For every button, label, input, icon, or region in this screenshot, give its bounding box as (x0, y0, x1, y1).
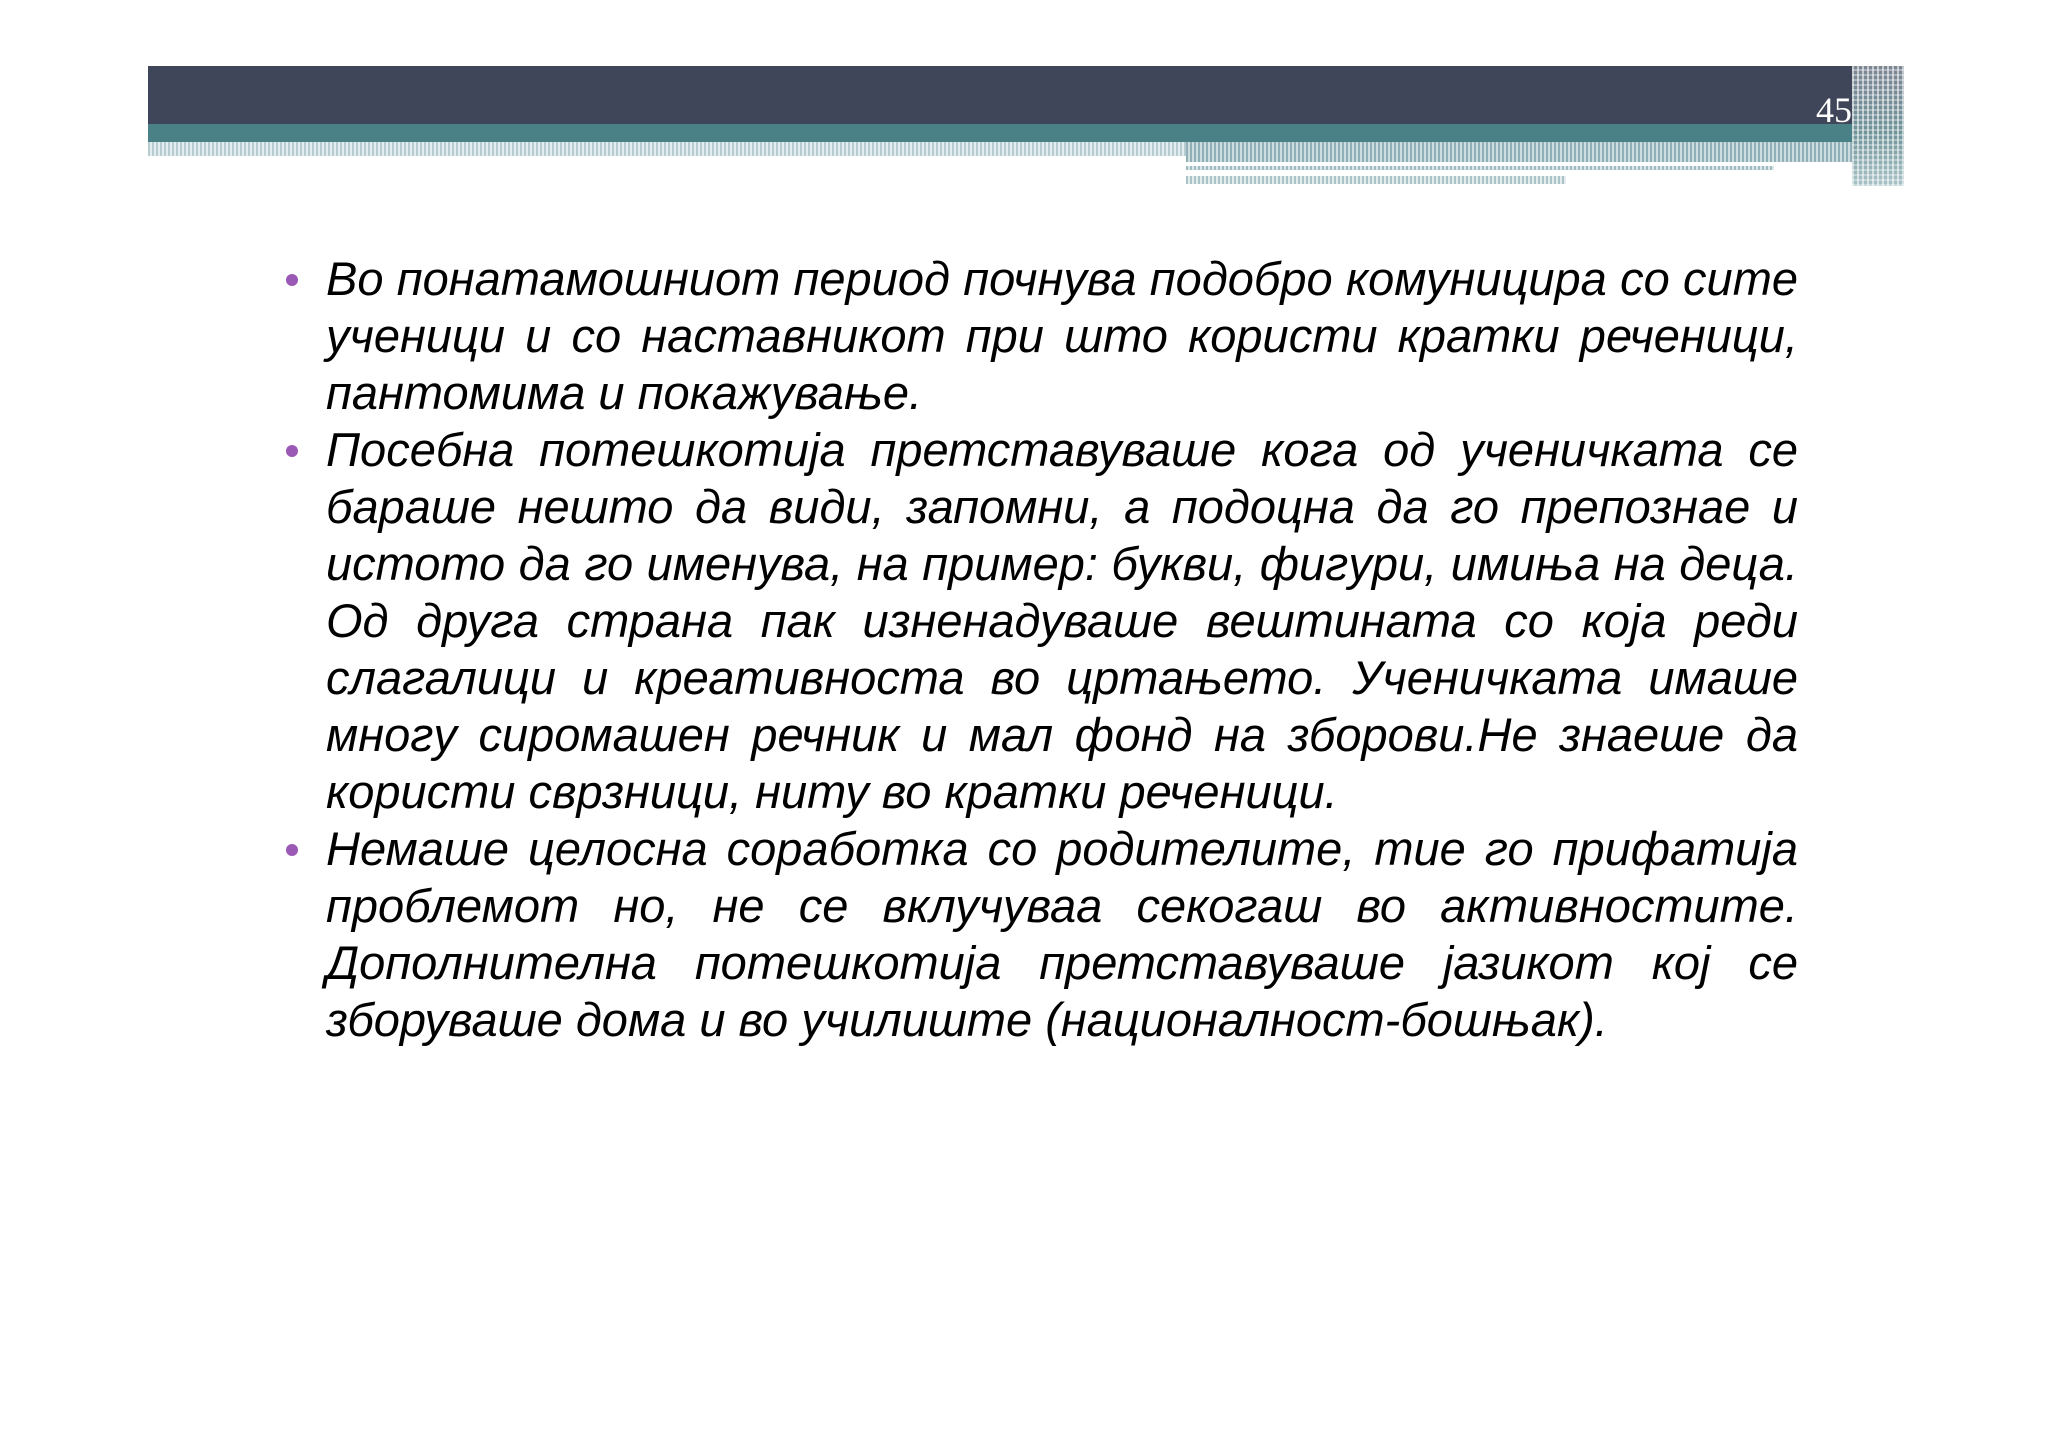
bullet-text: Во понатамошниот период почнува подобро комуницира со сите ученици и со наставникот при што користи кратки реченици, пантомима и покажување. (326, 252, 1798, 419)
header-dark-band (148, 66, 1900, 124)
bullet-dot-icon (286, 445, 298, 457)
bullet-dot-icon (286, 844, 298, 856)
bullet-dot-icon (286, 274, 298, 286)
header-pattern-line (1186, 166, 1774, 170)
header-pattern-strip (148, 142, 1186, 156)
header-pattern-line-short (1186, 176, 1566, 184)
header-corner-pattern (1852, 66, 1904, 186)
bullet-text: Немаше целосна соработка со родителите, тие го прифатија проблемот но, не се вклучуваа секогаш во активностите. Дополнителна потешкотија претставуваше јазикот кој се зборуваше дома и во училиште (националност-бошњак). (326, 822, 1798, 1046)
header-pattern-step (1186, 142, 1900, 162)
bullet-list (280, 250, 1798, 1048)
header-teal-band (148, 124, 1900, 142)
bullet-text: Посебна потешкотија претставуваше кога од ученичката се бараше нешто да види, запомни, а подоцна да го препознае и истото да го именува, на пример: букви, фигури, имиња на деца. Од друга страна пак изненадуваше вештината со која реди слагалици и креативноста во цртањето. Ученичката имаше многу сиромашен речник и мал фонд на зборови.Не знаеше да користи сврзници, ниту во кратки реченици. (326, 423, 1798, 818)
bullet-item (280, 820, 1798, 1048)
slide-number: 45 (1816, 90, 1852, 130)
bullet-item (280, 421, 1798, 820)
bullet-item (280, 250, 1798, 421)
